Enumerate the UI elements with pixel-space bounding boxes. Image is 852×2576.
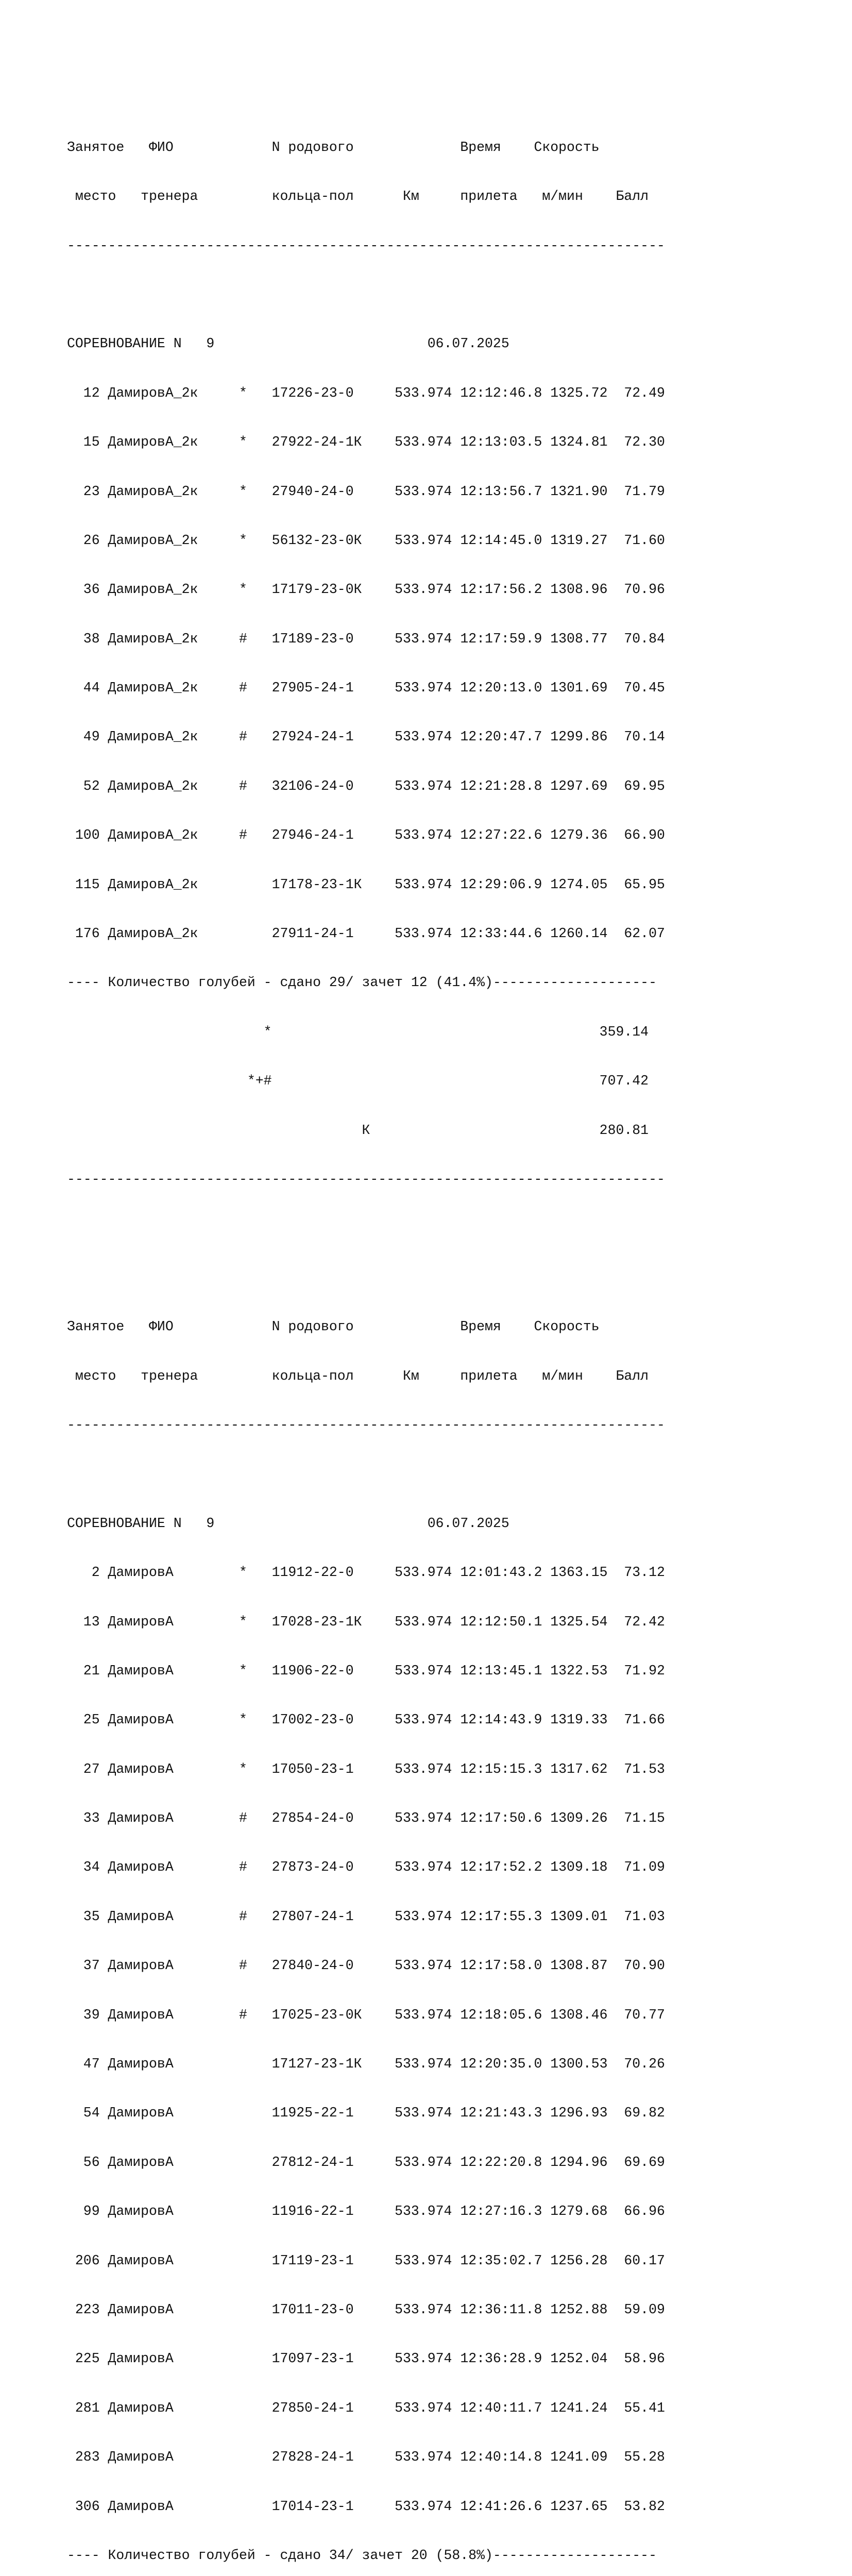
result-row: 54 ДамировА 11925-22-1 533.974 12:21:43.3 1296.93 69.82	[67, 2105, 665, 2121]
result-row: 306 ДамировА 17014-23-1 533.974 12:41:26.6 1237.65 53.82	[67, 2498, 665, 2514]
summary-line: ---- Количество голубей - сдано 34/ зачет 20 (58.8%)--------------------	[67, 2547, 657, 2563]
total-line: *+# 707.42	[67, 1073, 649, 1089]
blank-line	[67, 287, 809, 303]
result-row: 47 ДамировА 17127-23-1К 533.974 12:20:35.0 1300.53 70.26	[67, 2056, 665, 2072]
competition-line: СОРЕВНОВАНИЕ N 9 06.07.2025	[67, 1515, 509, 1531]
result-row: 281 ДамировА 27850-24-1 533.974 12:40:11.7 1241.24 55.41	[67, 2400, 665, 2416]
blank-line	[67, 1466, 809, 1483]
result-row: 27 ДамировА * 17050-23-1 533.974 12:15:15.3 1317.62 71.53	[67, 1761, 665, 1777]
total-line: К 280.81	[67, 1122, 649, 1138]
result-row: 26 ДамировА_2к * 56132-23-0К 533.974 12:14:45.0 1319.27 71.60	[67, 532, 665, 548]
summary-line: ---- Количество голубей - сдано 29/ зачет 12 (41.4%)--------------------	[67, 975, 657, 991]
result-row: 38 ДамировА_2к # 17189-23-0 533.974 12:17:59.9 1308.77 70.84	[67, 631, 665, 647]
result-row: 225 ДамировА 17097-23-1 533.974 12:36:28.9 1252.04 58.96	[67, 2351, 665, 2367]
result-row: 15 ДамировА_2к * 27922-24-1К 533.974 12:13:03.5 1324.81 72.30	[67, 434, 665, 450]
result-row: 37 ДамировА # 27840-24-0 533.974 12:17:58.0 1308.87 70.90	[67, 1958, 665, 1974]
result-row: 21 ДамировА * 11906-22-0 533.974 12:13:45.1 1322.53 71.92	[67, 1663, 665, 1679]
total-line: * 359.14	[67, 1024, 649, 1040]
result-row: 35 ДамировА # 27807-24-1 533.974 12:17:55.3 1309.01 71.03	[67, 1908, 665, 1924]
result-row: 13 ДамировА * 17028-23-1К 533.974 12:12:50.1 1325.54 72.42	[67, 1614, 665, 1630]
result-row: 36 ДамировА_2к * 17179-23-0К 533.974 12:17:56.2 1308.96 70.96	[67, 582, 665, 598]
result-row: 115 ДамировА_2к 17178-23-1К 533.974 12:29:06.9 1274.05 65.95	[67, 876, 665, 892]
results-section	[67, 107, 809, 1221]
result-row: 100 ДамировА_2к # 27946-24-1 533.974 12:27:22.6 1279.36 66.90	[67, 827, 665, 843]
column-header-line: Занятое ФИО N родового Время Скорость	[67, 1319, 600, 1335]
column-header-line: место тренера кольца-пол Км прилета м/мин Балл	[67, 189, 649, 205]
result-row: 99 ДамировА 11916-22-1 533.974 12:27:16.3 1279.68 66.96	[67, 2204, 665, 2219]
column-header-line: Занятое ФИО N родового Время Скорость	[67, 139, 600, 155]
result-row: 34 ДамировА # 27873-24-0 533.974 12:17:52.2 1309.18 71.09	[67, 1859, 665, 1875]
result-row: 44 ДамировА_2к # 27905-24-1 533.974 12:20:13.0 1301.69 70.45	[67, 680, 665, 696]
results-report	[67, 41, 809, 2576]
result-row: 12 ДамировА_2к * 17226-23-0 533.974 12:12:46.8 1325.72 72.49	[67, 385, 665, 401]
result-row: 56 ДамировА 27812-24-1 533.974 12:22:20.8 1294.96 69.69	[67, 2154, 665, 2170]
result-row: 2 ДамировА * 11912-22-0 533.974 12:01:43.2 1363.15 73.12	[67, 1565, 665, 1581]
column-header-line: место тренера кольца-пол Км прилета м/мин Балл	[67, 1368, 649, 1384]
divider-line: -------------------------------------------------------------------------	[67, 1417, 665, 1433]
result-row: 206 ДамировА 17119-23-1 533.974 12:35:02.7 1256.28 60.17	[67, 2252, 665, 2268]
result-row: 176 ДамировА_2к 27911-24-1 533.974 12:33:44.6 1260.14 62.07	[67, 926, 665, 942]
result-row: 39 ДамировА # 17025-23-0К 533.974 12:18:05.6 1308.46 70.77	[67, 2007, 665, 2023]
result-row: 49 ДамировА_2к # 27924-24-1 533.974 12:20:47.7 1299.86 70.14	[67, 729, 665, 745]
result-row: 25 ДамировА * 17002-23-0 533.974 12:14:43.9 1319.33 71.66	[67, 1712, 665, 1728]
competition-line: СОРЕВНОВАНИЕ N 9 06.07.2025	[67, 336, 509, 352]
result-row: 223 ДамировА 17011-23-0 533.974 12:36:11.8 1252.88 59.09	[67, 2301, 665, 2317]
divider-line: -------------------------------------------------------------------------	[67, 1171, 665, 1187]
result-row: 283 ДамировА 27828-24-1 533.974 12:40:14.8 1241.09 55.28	[67, 2449, 665, 2465]
result-row: 52 ДамировА_2к # 32106-24-0 533.974 12:21:28.8 1297.69 69.95	[67, 778, 665, 794]
result-row: 33 ДамировА # 27854-24-0 533.974 12:17:50.6 1309.26 71.15	[67, 1810, 665, 1826]
divider-line: -------------------------------------------------------------------------	[67, 238, 665, 253]
result-row: 23 ДамировА_2к * 27940-24-0 533.974 12:13:56.7 1321.90 71.79	[67, 483, 665, 499]
results-section	[67, 1286, 809, 2576]
